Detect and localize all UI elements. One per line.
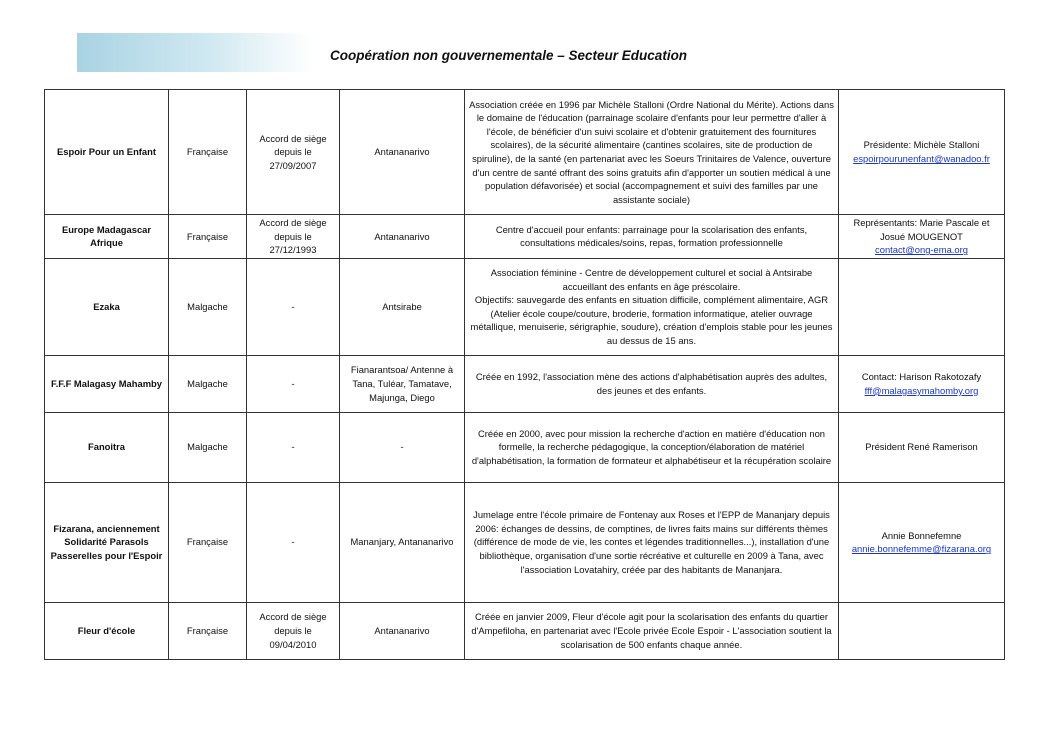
cell-name: Fleur d'école [45,602,169,659]
cell-description: Centre d'accueil pour enfants: parrainage pour la scolarisation des enfants, consultations médicales/soins, repas, formation professionnelle [465,215,839,259]
cell-nationality: Française [169,90,247,215]
page-title: Coopération non gouvernementale – Secteur Education [330,48,688,63]
cell-location: Antananarivo [340,602,465,659]
cell-location: Antananarivo [340,90,465,215]
table-row [45,602,1005,659]
cell-description: Jumelage entre l'école primaire de Fontenay aux Roses et l'EPP de Mananjary depuis 2006: échanges de dessins, de comptines, de livres faits mains sur différents thèmes (différence de mode de vie, les contes et légendes traditionnelles...), installation d'une bibliothèque, organisation d'une sortie récréative et culturelle en 2009 à Tana, avec l'association Lovatahiry, créée par des habitants de Mananjara. [465,482,839,602]
cell-agreement: - [247,355,340,412]
cell-name: Fizarana, anciennement Solidarité Parasols Passerelles pour l'Espoir [45,482,169,602]
cell-location: - [340,412,465,482]
cell-nationality: Française [169,215,247,259]
cell-contact [839,355,1005,412]
cell-description: Créée en 1992, l'association mène des actions d'alphabétisation auprès des adultes, des jeunes et des enfants. [465,355,839,412]
cell-location: Mananjary, Antananarivo [340,482,465,602]
cell-description: Association créée en 1996 par Michèle Stalloni (Ordre National du Mérite). Actions dans le domaine de l'éducation (parrainage scolaire d'enfants pour leur permettre d'aller à l'école, de bénéficier d'un suivi scolaire et d'obtenir gratuitement des fournitures scolaires), de la sécurité alimentaire (cantines scolaires, site de production de spiruline), de la santé (en partenariat avec les Soeurs Trinitaires de Valence, ouverture d'un centre de santé offrant des soins gratuits afin d'apporter un soutien médical à une population défavorisée) et social (accompagnement et suivi des familles par une assistante sociale) [465,90,839,215]
cell-name: Fanoitra [45,412,169,482]
cell-contact [839,90,1005,215]
contact-email-link[interactable]: contact@ong-ema.org [875,244,968,256]
contact-name: Représentants: Marie Pascale et Josué MOUGENOT [853,217,990,242]
table-row [45,482,1005,602]
cell-agreement: - [247,412,340,482]
cell-location: Antananarivo [340,215,465,259]
table-row [45,258,1005,355]
cell-nationality: Française [169,602,247,659]
cell-agreement: Accord de siège depuis le 27/09/2007 [247,90,340,215]
header-banner [77,33,313,72]
cell-location: Antsirabe [340,258,465,355]
cell-agreement: - [247,258,340,355]
table-row [45,215,1005,259]
contact-name: Annie Bonnefemne [881,529,962,541]
ngo-table [44,89,1005,660]
contact-email-link[interactable]: fff@malagasymahomby.org [864,384,979,396]
contact-name: Président René Ramerison [865,441,978,453]
table-row [45,355,1005,412]
contact-name: Contact: Harison Rakotozafy [861,371,982,383]
cell-contact [839,258,1005,355]
cell-agreement: Accord de siège depuis le 09/04/2010 [247,602,340,659]
cell-nationality: Malgache [169,355,247,412]
table-row [45,90,1005,215]
cell-name: F.F.F Malagasy Mahamby [45,355,169,412]
contact-email-link[interactable]: annie.bonnefemme@fizarana.org [851,543,992,555]
cell-description: Créée en janvier 2009, Fleur d'école agit pour la scolarisation des enfants du quartier d'Ampefiloha, en partenariat avec l'Ecole privée Ecole Espoir - L'association soutient la scolarisation de 500 enfants chaque année. [465,602,839,659]
cell-contact [839,602,1005,659]
cell-name: Espoir Pour un Enfant [45,90,169,215]
cell-nationality: Française [169,482,247,602]
cell-nationality: Malgache [169,258,247,355]
contact-name: Présidente: Michèle Stalloni [863,139,980,151]
cell-name: Europe Madagascar Afrique [45,215,169,259]
cell-agreement: - [247,482,340,602]
cell-name: Ezaka [45,258,169,355]
cell-location: Fianarantsoa/ Antenne à Tana, Tuléar, Tamatave, Majunga, Diego [340,355,465,412]
cell-description: Association féminine - Centre de développement culturel et social à Antsirabe accueillant des enfants en âge préscolaire. Objectifs: sauvegarde des enfants en situation difficile, complément alimentaire, AGR (Atelier école coupe/couture, broderie, formation informatique, atelier ouvrage métallique, menuiserie, sérigraphie, soudure), création d'emplois stable pour les jeunes au dessus de 15 ans. [465,258,839,355]
cell-description: Créée en 2000, avec pour mission la recherche d'action en matière d'éducation non formelle, la recherche pédagogique, la conception/élaboration de matériel d'alphabétisation, la formation de formateur et alphabétiseur et la récupération scolaire [465,412,839,482]
cell-contact [839,215,1005,259]
cell-contact [839,482,1005,602]
cell-agreement: Accord de siège depuis le 27/12/1993 [247,215,340,259]
table-row [45,412,1005,482]
cell-nationality: Malgache [169,412,247,482]
contact-email-link[interactable]: espoirpourunenfant@wanadoo.fr [853,153,990,164]
cell-contact [839,412,1005,482]
